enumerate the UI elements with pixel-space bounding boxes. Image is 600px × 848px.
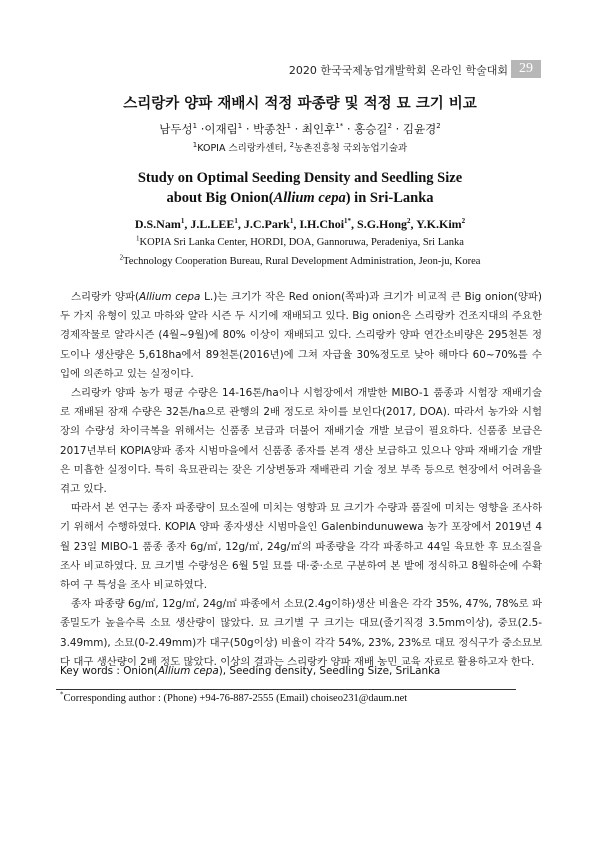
author-name: , I.H.Choi <box>293 217 345 231</box>
author-affil-mark: 1 <box>289 217 294 225</box>
affil-text: KOPIA 스리랑카센터, <box>197 143 290 154</box>
conference-name: 2020 한국국제농업개발학회 온라인 학술대회 <box>288 64 508 77</box>
author-affil-mark: 1 <box>180 217 185 225</box>
affil-mark: 2 <box>289 140 295 149</box>
author-name: 남두성 <box>159 122 193 136</box>
english-authors <box>0 217 600 232</box>
paragraph-text: L.)는 크기가 작은 Red onion(쪽파)과 크기가 비교적 큰 Big onion(양파) 두 가지 유형이 있고 마하와 얄라 시즌 두 시기에 재배되고 있다. Big onion은 스리랑카 건조지대의 주요한 경제작물로 얄라시즌 (4월~9월)에 80% 이상이 재배되고 있다. 스리랑카 양파 연간소비량은 295천톤 정도이나 생산량은 5,618ha에서 89천톤(2016년)에 그쳐 자급율 30%정도로 낮아 해마다 60~70%를 수입에 의존하고 있는 실정이다. <box>60 291 542 380</box>
author-affil-mark: 1 <box>234 217 238 225</box>
paragraph-text: 스리랑카 양파( <box>71 291 140 303</box>
english-title-line2 <box>0 188 600 208</box>
affil-text: Technology Cooperation Bureau, Rural Development Administration, Jeon-ju, Korea <box>123 256 481 267</box>
korean-title: 스리랑카 양파 재배시 적정 파종량 및 적정 묘 크기 비교 <box>123 96 477 112</box>
author-affil-mark: 2 <box>436 122 441 131</box>
author-affil-mark: 1 <box>286 122 291 131</box>
author-name: · 박종찬 <box>245 122 287 136</box>
author-name: , S.G.Hong <box>351 217 408 231</box>
author-name: · 최인후 <box>294 122 336 136</box>
english-title <box>0 168 600 208</box>
paragraph-2: 스리랑카 양파 농가 평균 수량은 14-16톤/ha이나 시험장에서 개발한 MIBO-1 품종과 시험장 재배기술로 재배된 잠재 수량은 32톤/ha으로 관행의 2배 정도로 차이를 보인다(2017, DOA). 따라서 농가와 시험장의 수량성 차이극복을 위해서는 신품종 보급과 더불어 재배기술 개발 보급이 필요하다. 신품종 보급은 2017년부터 KOPIA양파 종자 시범마을에서 신품종 종자를 본격 생산 보급하고 있으나 양파 재배기술 개발은 미흡한 실정이다. 특히 육묘관리는 잦은 기상변동과 재배관리 기술 정보 부족 등으로 현장에서 어려움을 겪고 있다. <box>60 387 542 496</box>
author-name: · 김윤경 <box>395 122 437 136</box>
korean-authors <box>0 121 600 137</box>
english-affiliation-1 <box>0 234 600 248</box>
title-species: Allium cepa <box>273 190 346 206</box>
author-affil-mark: 1* <box>344 217 352 225</box>
author-affil-mark: 2 <box>461 217 466 225</box>
korean-affiliations <box>0 140 600 154</box>
author-affil-mark: 1 <box>237 122 243 131</box>
abstract-body <box>60 288 542 672</box>
keywords-species: Allium cepa <box>157 665 219 677</box>
paragraph-1 <box>60 288 542 384</box>
paragraph-4: 종자 파종량 6g/㎡, 12g/㎡, 24g/㎡ 파종에서 소묘(2.4g이하)생산 비율은 각각 35%, 47%, 78%로 파종밀도가 높을수록 소묘 생산량이 많았다. 묘 크기별 구 크기는 대묘(줄기직경 3.5mm이상), 중묘(2.5-3.49mm), 소묘(0-2.49mm)가 대구(50g이상) 비율이 각각 54%, 23%, 23%로 대묘 정식구가 중소묘보다 대구 생산량이 2배 정도 많았다. 이상의 결과는 스리랑카 양파 재배 농민 교육 자료로 활용하고자 한다. <box>60 598 542 668</box>
paragraph-3: 따라서 본 연구는 종자 파종량이 묘소질에 미치는 영향과 묘 크기가 수량과 품질에 미치는 영향을 조사하기 위해서 수행하였다. KOPIA 양파 종자생산 시범마을인 Galenbindunuwewa 농가 포장에서 2019년 4월 23일 MIBO-1 품종 종자 6g/㎡, 12g/㎡, 24g/㎡의 파종량을 각각 파종하고 44일 육묘한 후 묘소질을 조사 비교하였다. 묘 크기별 수량성은 6월 5일 묘를 대·중·소로 구분하여 본 밭에 정식하고 8월하순에 수확하여 구 특성을 조사 비교하였다. <box>60 502 542 592</box>
author-affil-mark: 1 <box>192 122 198 131</box>
title-text: ) in Sri-Lanka <box>345 190 434 206</box>
author-name: D.S.Nam <box>134 217 181 231</box>
author-affil-mark: 1* <box>335 122 344 131</box>
author-name: , Y.K.Kim <box>410 217 462 231</box>
affil-text: 농촌진흥청 국외농업기술과 <box>294 143 408 154</box>
author-affil-mark: 2 <box>387 122 392 131</box>
running-header <box>0 60 600 80</box>
affil-text: KOPIA Sri Lanka Center, HORDI, DOA, Gannoruwa, Peradeniya, Sri Lanka <box>139 237 464 248</box>
corresponding-text: Corresponding author : (Phone) +94-76-887-2555 (Email) choiseo231@daum.net <box>63 693 408 704</box>
keywords-text: ), Seeding density, Seedling Size, SriLanka <box>218 665 441 677</box>
affil-mark: 1 <box>192 140 198 149</box>
author-name: , J.L.LEE <box>184 217 235 231</box>
english-affiliation-2 <box>0 253 600 267</box>
author-affil-mark: 2 <box>407 217 411 225</box>
page-number: 29 <box>511 60 541 78</box>
footnote-divider <box>56 689 516 690</box>
corresponding-author <box>60 690 408 704</box>
affil-mark: 2 <box>119 253 124 262</box>
keywords-text: Key words : Onion( <box>60 665 158 677</box>
author-name: · 홍승길 <box>346 122 388 136</box>
keywords <box>60 665 542 677</box>
species-name: Allium cepa <box>139 291 201 303</box>
affil-mark: 1 <box>136 234 140 243</box>
title-text: about Big Onion( <box>166 190 274 206</box>
english-title-line1: Study on Optimal Seeding Density and Seedling Size <box>137 170 463 186</box>
footnote-mark: * <box>60 690 64 699</box>
author-name: , J.C.Park <box>237 217 290 231</box>
author-name: ·이재림 <box>200 122 238 136</box>
